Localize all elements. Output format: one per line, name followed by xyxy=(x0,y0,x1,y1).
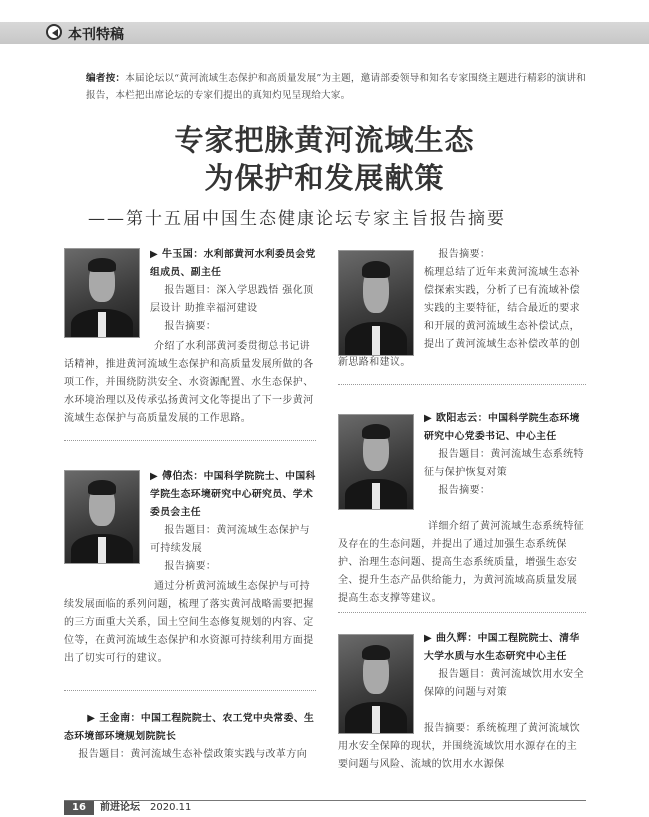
page-number: 16 xyxy=(64,801,94,815)
report-topic: 深入学思践悟 强化顶层设计 助推幸福河建设 xyxy=(150,285,314,314)
footer-rule xyxy=(64,800,586,801)
expert-wang-summary-wrap xyxy=(338,264,586,372)
expert-ouyang-header: ▶ 欧阳志云：中国科学院生态环境研究中心党委书记、中心主任 报告题目：黄河流域生态系统特征与保护恢复对策 报告摘要： xyxy=(424,413,584,496)
expert-ouyang-summary: 详细介绍了黄河流域生态系统特征及存在的生态问题，并提出了通过加强生态系统保护、治理生态问题、提高生态系统质量，增强生态安全、提升生态产品供给能力，为黄河流域高质量发展提高生态支撑等建议。 xyxy=(338,521,584,604)
expert-wang-header: ▶ 王金南：中国工程院院士、农工党中央常委、生态环境部环境规划院院长 报告题目：黄河流域生态补偿政策实践与改革方向 xyxy=(64,713,315,760)
expert-name: 王金南 xyxy=(99,713,131,724)
expert-qu-summary-wrap xyxy=(338,720,586,790)
expert-role: 中国工程院院士、农工党中央常委、生态环境部环境规划院院长 xyxy=(64,713,315,742)
article-subtitle: ——第十五届中国生态健康论坛专家主旨报告摘要 xyxy=(88,209,506,229)
editor-note xyxy=(86,70,588,104)
divider xyxy=(64,690,316,691)
topic-label: 报告题目： xyxy=(164,525,217,536)
summary-label: 报告摘要： xyxy=(438,249,491,260)
divider xyxy=(64,440,316,441)
summary-label: 报告摘要： xyxy=(164,321,217,332)
expert-photo-qu xyxy=(338,634,414,734)
expert-role: 中国科学院生态环境研究中心党委书记、中心主任 xyxy=(424,413,580,442)
report-topic: 黄河流域生态系统特征与保护恢复对策 xyxy=(424,449,584,478)
expert-qu-summary: 系统梳理了黄河流域饮用水安全保障的现状，并围绕流域饮用水源存在的主要问题与风险、流域的饮用水水源保 xyxy=(338,723,580,770)
article-title-line1: 专家把脉黄河流域生态 xyxy=(174,123,475,157)
article-title-line2: 为保护和发展献策 xyxy=(204,161,445,195)
divider xyxy=(338,384,586,385)
expert-qu-header: ▶ 曲久辉：中国工程院院士、清华大学水质与水生态研究中心主任 报告题目：黄河流域饮用水安全保障的问题与对策 xyxy=(424,633,584,698)
editor-note-label: 编者按： xyxy=(86,73,126,84)
topic-label: 报告题目： xyxy=(164,285,217,296)
expert-niu-header: ▶ 牛玉国：水利部黄河水利委员会党组成员、副主任 报告题目：深入学思践悟 强化顶层设计 助推幸福河建设 报告摘要： xyxy=(150,249,316,332)
expert-role: 水利部黄河水利委员会党组成员、副主任 xyxy=(150,249,316,278)
expert-name: 牛玉国 xyxy=(161,249,194,260)
expert-name: 傅伯杰 xyxy=(161,471,194,482)
section-title: 本刊特稿 xyxy=(68,27,124,43)
report-topic: 黄河流域生态补偿政策实践与改革方向 xyxy=(130,749,308,760)
report-topic: 黄河流域生态保护与可持续发展 xyxy=(150,525,310,554)
expert-wang-summary: 梳理总结了近年来黄河流域生态补偿探索实践，分析了已有流域补偿实践的主要特征，结合最近的要求和开展的黄河流域生态补偿试点，提出了黄河流域生态补偿改革的创新思路和建议。 xyxy=(338,267,580,368)
topic-label: 报告题目： xyxy=(438,669,491,680)
expert-role: 中国工程院院士、清华大学水质与水生态研究中心主任 xyxy=(424,633,580,662)
publication-name: 前进论坛 xyxy=(100,802,140,813)
editor-note-text: 本届论坛以“黄河流域生态保护和高质量发展”为主题，邀请部委领导和知名专家围绕主题进行精彩的演讲和报告，本栏把出席论坛的专家们提出的真知灼见呈现给大家。 xyxy=(86,73,586,101)
expert-photo-niu xyxy=(64,248,140,338)
issue-date: 2020.11 xyxy=(150,802,192,813)
summary-label: 报告摘要： xyxy=(438,485,491,496)
expert-fu-summary: 通过分析黄河流域生态保护与可持续发展面临的系列问题，梳理了落实黄河战略需要把握的三方面重大关系，国土空间生态修复规划的内容、定位等，在黄河流域生态保护和水资源可持续利用方面提出了切实可行的建议。 xyxy=(64,581,314,664)
expert-role: 中国科学院院士、中国科学院生态环境研究中心研究员、学术委员会主任 xyxy=(150,471,316,518)
summary-label: 报告摘要： xyxy=(164,561,217,572)
summary-label: 报告摘要： xyxy=(424,723,476,734)
divider xyxy=(338,612,586,613)
report-topic: 黄河流域饮用水安全保障的问题与对策 xyxy=(424,669,584,698)
expert-niu-summary: 介绍了水利部黄河委贯彻总书记讲话精神，推进黄河流域生态保护和高质量发展所做的各项工作，并围绕防洪安全、水资源配置、水生态保护、水环境治理以及传承弘扬黄河文化等提出了下一步黄河流域生态保护与高质量发展的工作思路。 xyxy=(64,341,314,424)
topic-label: 报告题目： xyxy=(438,449,491,460)
expert-wang-summary-head xyxy=(424,246,586,264)
expert-name: 曲久辉 xyxy=(435,633,468,644)
topic-label: 报告题目： xyxy=(78,749,131,760)
expert-name: 欧阳志云 xyxy=(435,413,478,424)
expert-photo-fu xyxy=(64,470,140,564)
expert-photo-ouyang xyxy=(338,414,414,510)
expert-fu-header: ▶ 傅伯杰：中国科学院院士、中国科学院生态环境研究中心研究员、学术委员会主任 报告题目：黄河流域生态保护与可持续发展 报告摘要： xyxy=(150,471,316,572)
arrow-circle-icon xyxy=(46,24,62,40)
